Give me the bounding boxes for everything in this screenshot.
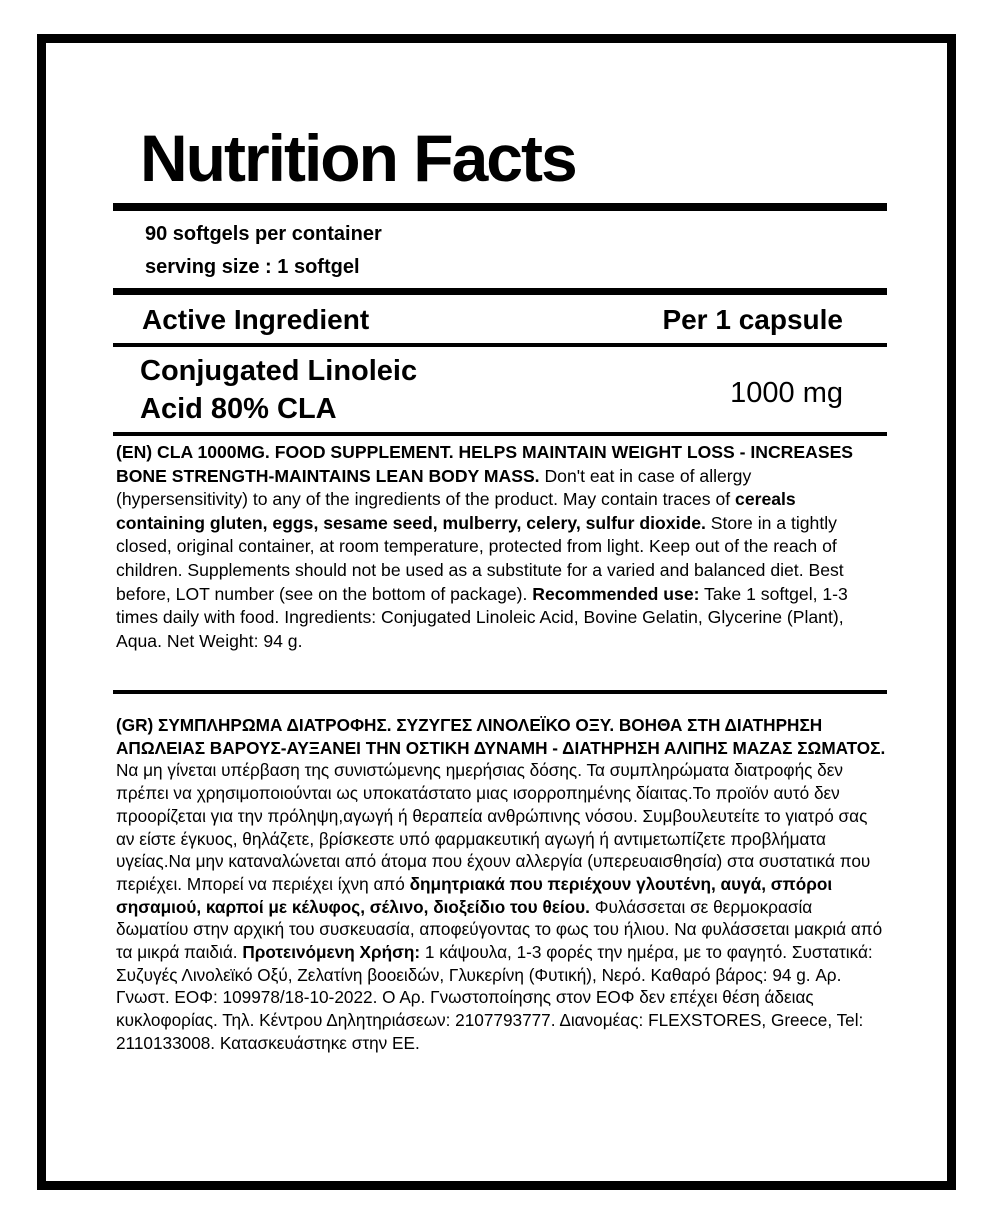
- en-text-3: Take 1 softgel, 1-3 times daily with food. Ingredients: Conjugated Linoleic Acid, Bovine Gelatin, Glycerine (Plant), Aqua. Net Weight: 94 g.: [116, 583, 848, 651]
- ingredient-amount: 1000 mg: [730, 377, 843, 409]
- en-text-2: Store in a tightly closed, original container, at room temperature, protected from light. Keep out of the reach of children. Supplements should not be used as a substitute for a varied and balanced diet. Best before, LOT number (see on the bottom of package).: [116, 512, 844, 604]
- gr-text-2: Φυλάσσεται σε θερμοκρασία δωματίου στην αρχική του συσκευασία, αποφεύγοντας το φως του ήλιου. Να φυλάσσεται μακριά από τα μικρά παιδιά.: [116, 896, 883, 963]
- label-title: Nutrition Facts: [140, 121, 576, 195]
- en-bold-use: Recommended use:: [532, 583, 700, 604]
- en-bold-intro: (EN) CLA 1000MG. FOOD SUPPLEMENT. HELPS MAINTAIN WEIGHT LOSS - INCREASES BONE STRENGTH-MAINTAINS LEAN BODY MASS.: [116, 442, 854, 486]
- en-bold-allergens: cereals containing gluten, eggs, sesame seed, mulberry, celery, sulfur dioxide.: [116, 489, 796, 533]
- serving-size: serving size : 1 softgel: [145, 256, 360, 278]
- divider-languages: [113, 690, 887, 694]
- divider-thick-serving: [113, 288, 887, 295]
- ingredient-name: [140, 352, 417, 428]
- english-description: [116, 441, 888, 653]
- en-text-1: Don't eat in case of allergy (hypersensitivity) to any of the ingredients of the product. May contain traces of: [116, 465, 752, 510]
- divider-ingredients: [113, 432, 887, 436]
- header-per-capsule: Per 1 capsule: [662, 304, 843, 335]
- gr-text-3: 1 κάψουλα, 1-3 φορές την ημέρα, με το φαγητό. Συστατικά: Συζυγές Λινολεϊκό Οξύ, Ζελατίνη βοοειδών, Γλυκερίνη (Φυτική), Νερό. Καθαρό βάρος: 94 g. Αρ. Γνωστ. ΕΟΦ: 109978/18-10-2022. Ο Αρ. Γνωστοποίησης στον ΕΟΦ δεν επέχει θέση άδειας κυκλοφορίας. Τηλ. Κέντρου Δηλητηριάσεων: 2107793777. Διανομέας: FLEXSTORES, Greece, Tel: 2110133008. Κατασκευάστηκε στην ΕΕ.: [116, 942, 873, 1053]
- ingredient-name-line2: Acid 80% CLA: [140, 393, 337, 425]
- divider-header: [113, 343, 887, 347]
- gr-text-1: Να μη γίνεται υπέρβαση της συνιστώμενης ημερήσιας δόσης. Τα συμπληρώματα διατροφής δεν πρέπει να χρησιμοποιούνται ως υποκατάστατο μιας ισορροπημένης δίαιτας.Το προϊόν αυτό δεν προορίζεται για την πρόληψη,αγωγή ή θεραπεία ανθρώπινης νόσου. Συμβουλευτείτε το γιατρό σας αν είστε έγκυος, θηλάζετε, βρίσκεστε υπό φαρμακευτική αγωγή ή αντιμετωπίζετε προβλήματα υγείας.Να μην καταναλώνεται από άτομα που έχουν αλλεργία (υπερευαισθησία) στα συστατικά που περιέχει. Μπορεί να περιέχει ίχνη από: [116, 760, 871, 894]
- header-active-ingredient: Active Ingredient: [142, 304, 370, 335]
- gr-bold-allergens: δημητριακά που περιέχουν γλουτένη, αυγά, σπόροι σησαμιού, καρποί με κέλυφος, σέλινο, διοξείδιο του θείου.: [116, 873, 833, 917]
- servings-per-container: 90 softgels per container: [145, 223, 382, 245]
- gr-bold-intro: (GR) ΣΥΜΠΛΗΡΩΜΑ ΔΙΑΤΡΟΦΗΣ. ΣΥΖΥΓΕΣ ΛΙΝΟΛΕΪΚΟ ΟΞΥ. ΒΟΗΘΑ ΣΤΗ ΔΙΑΤΗΡΗΣΗ ΑΠΩΛΕΙΑΣ ΒΑΡΟΥΣ-ΑΥΞΑΝΕΙ ΤΗΝ ΟΣΤΙΚΗ ΔΥΝΑΜΗ - ΔΙΑΤΗΡΗΣΗ ΑΛΙΠΗΣ ΜΑΖΑΣ ΣΩΜΑΤΟΣ.: [116, 715, 886, 758]
- ingredient-name-line1: Conjugated Linoleic: [140, 355, 418, 387]
- divider-thick-top: [113, 203, 887, 211]
- greek-description: [116, 714, 888, 1055]
- gr-bold-use: Προτεινόμενη Χρήση:: [242, 942, 421, 963]
